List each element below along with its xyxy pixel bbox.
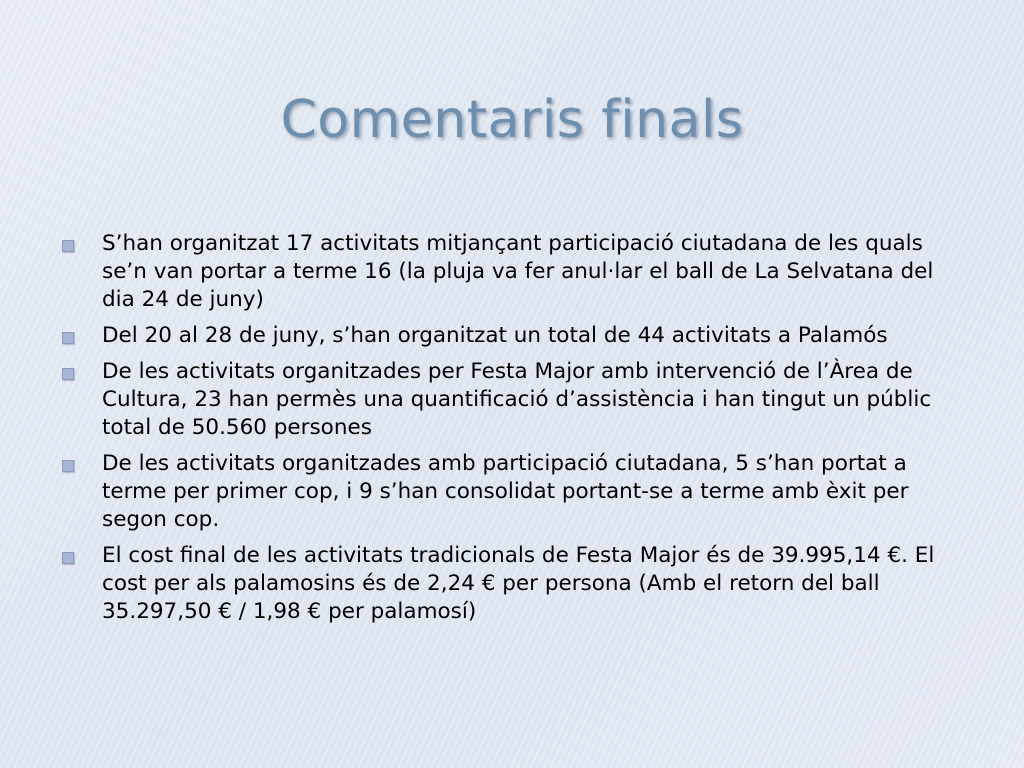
bullet-item [60, 450, 965, 534]
slide-title: Comentaris finals [280, 90, 744, 150]
bullet-text: De les activitats organitzades per Festa Major amb intervenció de l’Àrea de Cultura, 23 han permès una quantificació d’assistència i han tingut un públic total de 50.560 persones [102, 359, 932, 440]
square-bullet-icon [62, 332, 74, 344]
square-bullet-icon [62, 368, 74, 380]
square-bullet-icon [62, 460, 74, 472]
bullet-text: De les activitats organitzades amb participació ciutadana, 5 s’han portat a terme per primer cop, i 9 s’han consolidat portant-se a terme amb èxit per segon cop. [102, 451, 909, 532]
bullet-item [60, 542, 965, 626]
bullet-text: S’han organitzat 17 activitats mitjançant participació ciutadana de les quals se’n van portar a terme 16 (la pluja va fer anul·lar el ball de La Selvatana del dia 24 de juny) [102, 231, 934, 312]
bullet-item [60, 322, 965, 350]
bullet-list [60, 230, 965, 634]
bullet-text: El cost final de les activitats tradicionals de Festa Major és de 39.995,14 €. El cost per als palamosins és de 2,24 € per persona (Amb el retorn del ball 35.297,50 € / 1,98 € per palamosí) [102, 543, 935, 624]
square-bullet-icon [62, 552, 74, 564]
bullet-item [60, 358, 965, 442]
bullet-item [60, 230, 965, 314]
bullet-text: Del 20 al 28 de juny, s’han organitzat un total de 44 activitats a Palamós [102, 323, 888, 348]
square-bullet-icon [62, 240, 74, 252]
